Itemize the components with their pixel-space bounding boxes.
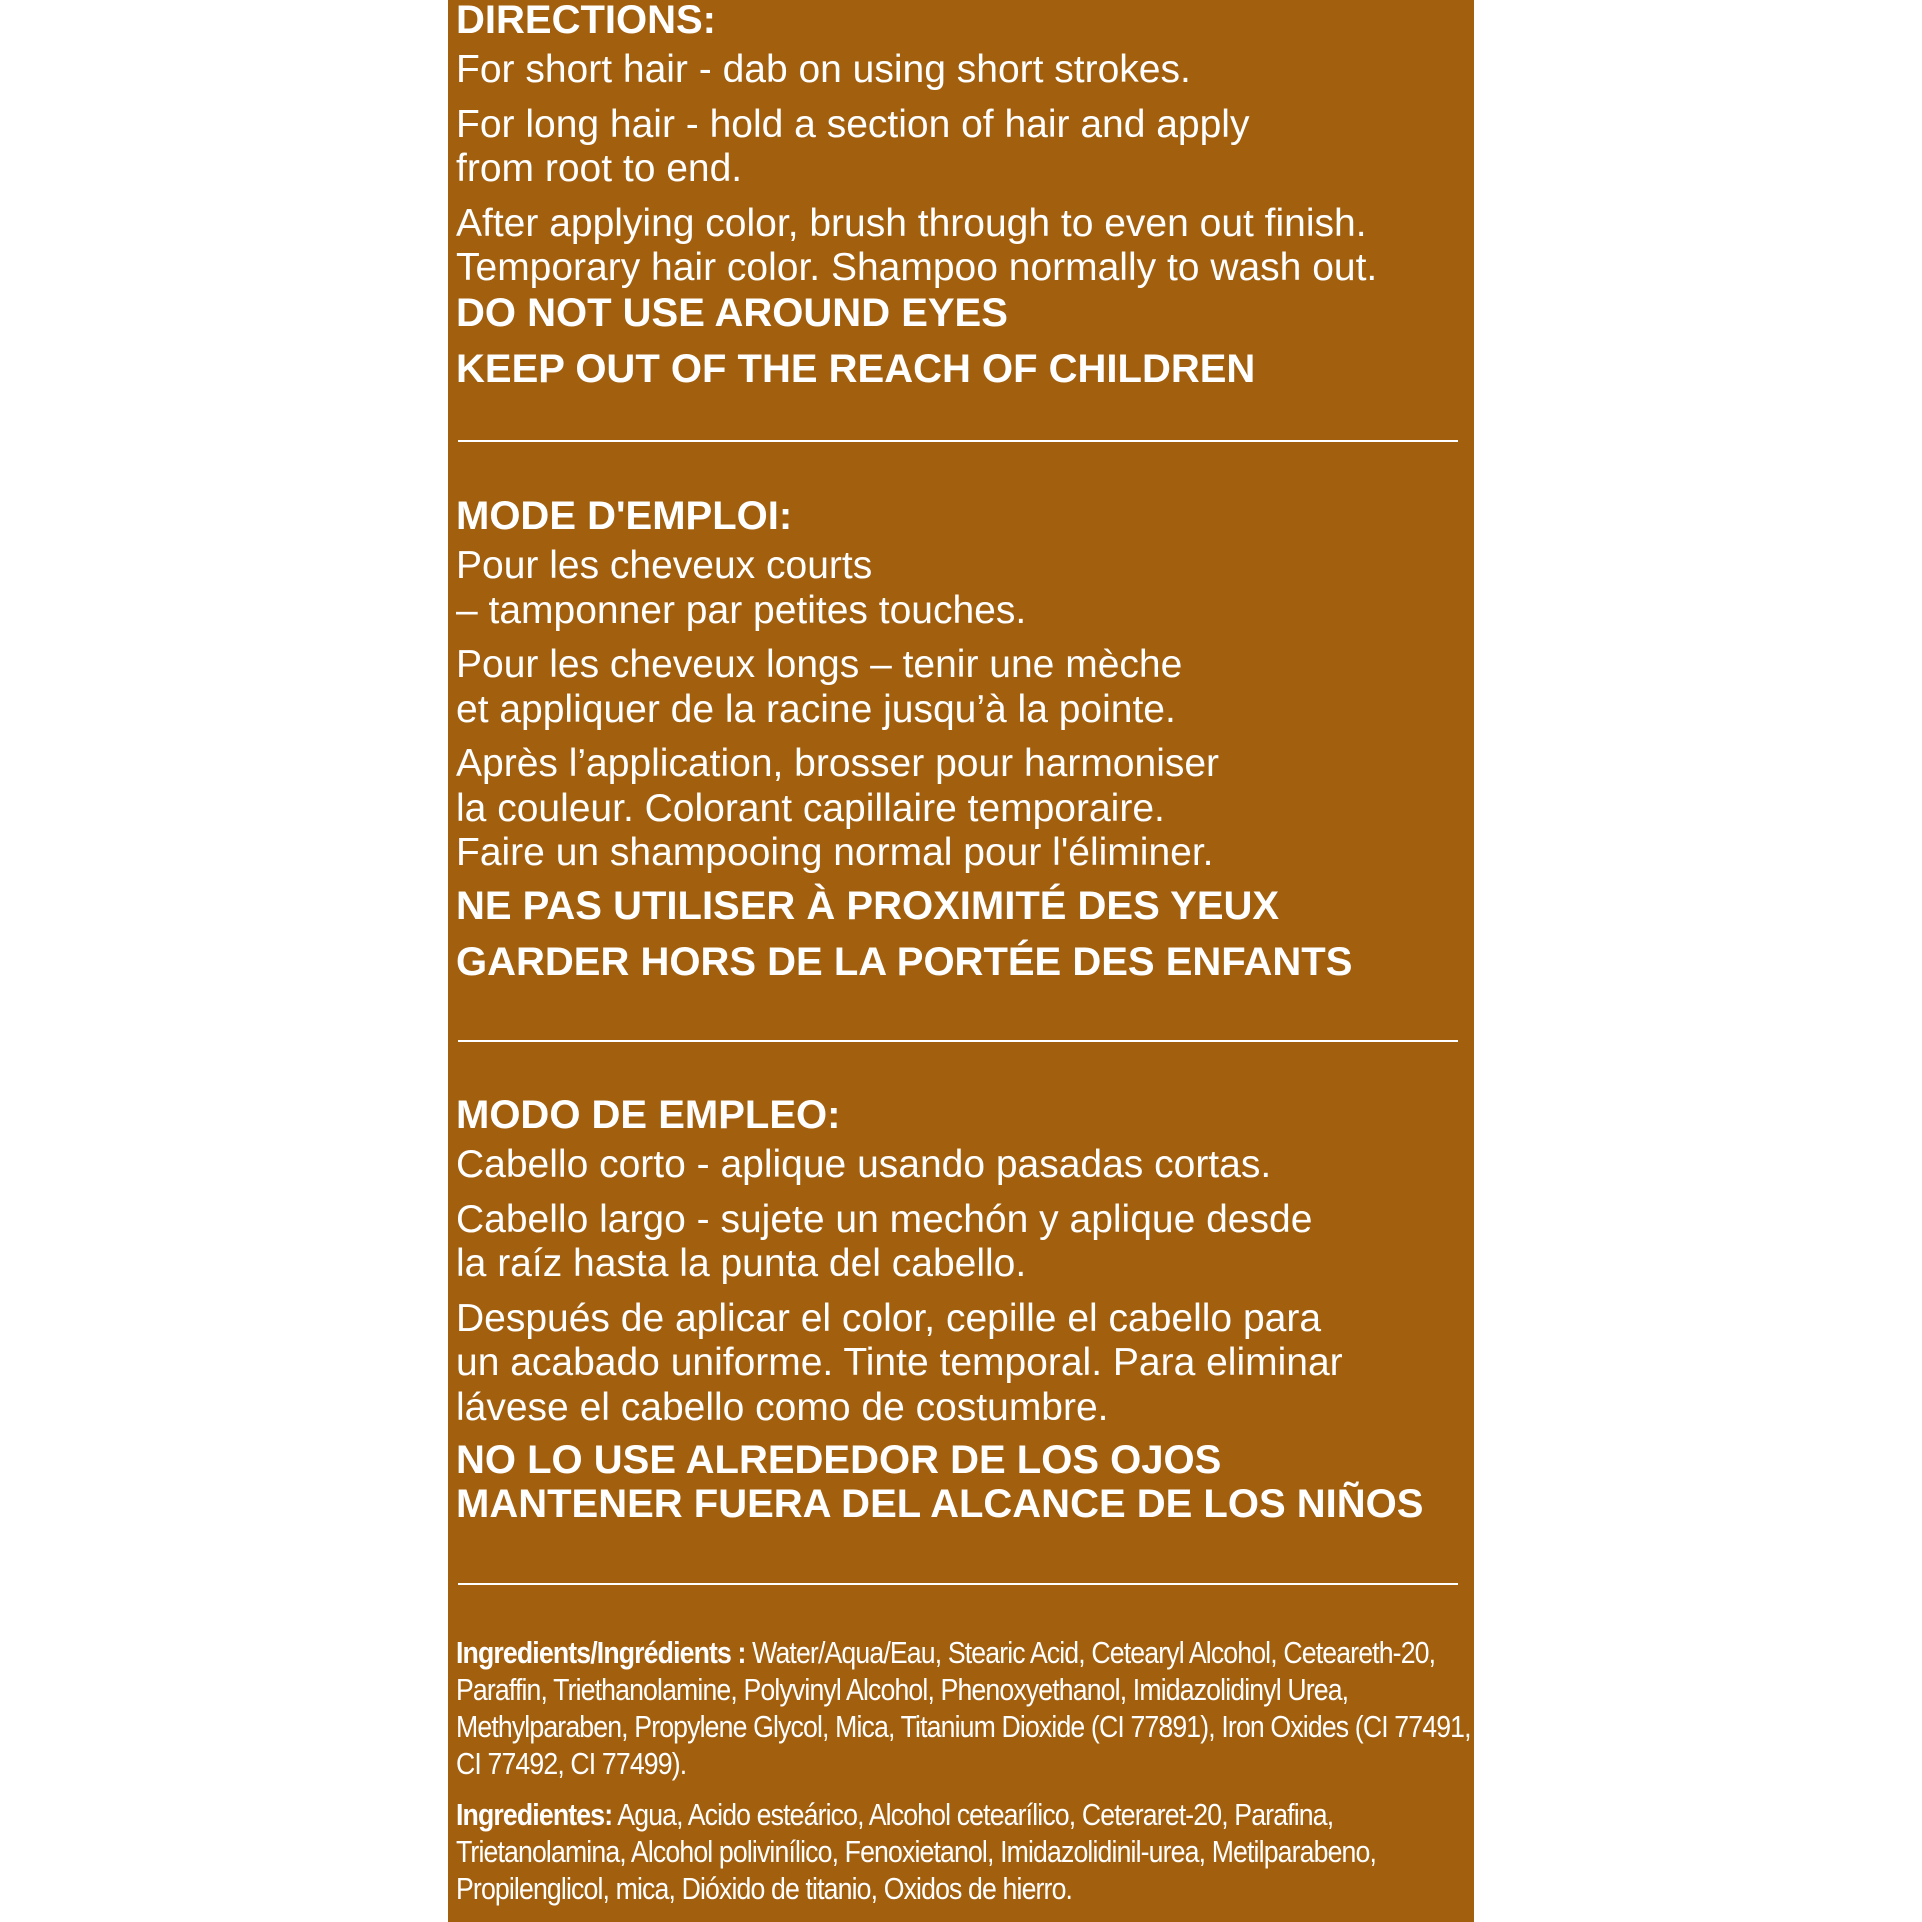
ingredients-section	[456, 1634, 1474, 1907]
spanish-warning: MANTENER FUERA DEL ALCANCE DE LOS NIÑOS	[456, 1482, 1424, 1526]
spanish-paragraph: Después de aplicar el color, cepille el cabello para un acabado uniforme. Tinte temporal. Para eliminar lávese el cabello como de costumbre.	[456, 1296, 1343, 1429]
english-paragraph: After applying color, brush through to even out finish. Temporary hair color. Shampoo normally to wash out.	[456, 201, 1378, 289]
spanish-paragraph: Cabello corto - aplique usando pasadas cortas.	[456, 1143, 1272, 1186]
english-directions-section	[456, 0, 1472, 391]
ingredients-es-list: Agua, Acido esteárico, Alcohol cetearílico, Ceteraret-20, Parafina, Trietanolamina, Alcohol polivinílico, Fenoxietanol, Imidazolidinil-urea, Metilparabeno, Propilenglicol, mica, Dióxido de titanio, Oxidos de hierro.	[456, 1797, 1377, 1906]
french-paragraph: Après l’application, brosser pour harmoniser la couleur. Colorant capillaire temporaire. Faire un shampooing normal pour l'éliminer.	[456, 742, 1220, 874]
french-paragraph: Pour les cheveux courts – tamponner par petites touches.	[456, 544, 1027, 632]
french-heading: MODE D'EMPLOI:	[456, 494, 793, 538]
ingredients-es	[456, 1796, 1474, 1907]
english-warning: DO NOT USE AROUND EYES	[456, 290, 1008, 335]
product-label-panel	[448, 0, 1474, 1922]
section-divider	[458, 1040, 1458, 1042]
french-warning: NE PAS UTILISER À PROXIMITÉ DES YEUX	[456, 883, 1280, 928]
english-heading: DIRECTIONS:	[456, 0, 716, 42]
spanish-warning: NO LO USE ALREDEDOR DE LOS OJOS	[456, 1438, 1222, 1482]
english-warning: KEEP OUT OF THE REACH OF CHILDREN	[456, 346, 1256, 391]
spanish-directions-section	[456, 1093, 1472, 1526]
ingredients-es-label: Ingredientes:	[456, 1797, 613, 1832]
ingredients-en-fr	[456, 1634, 1474, 1782]
ingredients-en-fr-label: Ingredients/Ingrédients :	[456, 1635, 746, 1670]
french-warning: GARDER HORS DE LA PORTÉE DES ENFANTS	[456, 939, 1353, 984]
french-directions-section	[456, 494, 1472, 984]
spanish-paragraph: Cabello largo - sujete un mechón y aplique desde la raíz hasta la punta del cabello.	[456, 1197, 1313, 1285]
spanish-heading: MODO DE EMPLEO:	[456, 1093, 841, 1137]
ingredients-en-fr-list: Water/Aqua/Eau, Stearic Acid, Cetearyl Alcohol, Ceteareth-20, Paraffin, Triethanolamine, Polyvinyl Alcohol, Phenoxyethanol, Imidazolidinyl Urea, Methylparaben, Propylene Glycol, Mica, Titanium Dioxide (CI 77891), Iron Oxides (CI 77491, CI 77492, CI 77499).	[456, 1635, 1471, 1781]
section-divider	[458, 1583, 1458, 1585]
english-paragraph: For short hair - dab on using short strokes.	[456, 48, 1191, 91]
section-divider	[458, 440, 1458, 442]
french-paragraph: Pour les cheveux longs – tenir une mèche et appliquer de la racine jusqu’à la pointe.	[456, 643, 1183, 731]
english-paragraph: For long hair - hold a section of hair and apply from root to end.	[456, 102, 1250, 190]
